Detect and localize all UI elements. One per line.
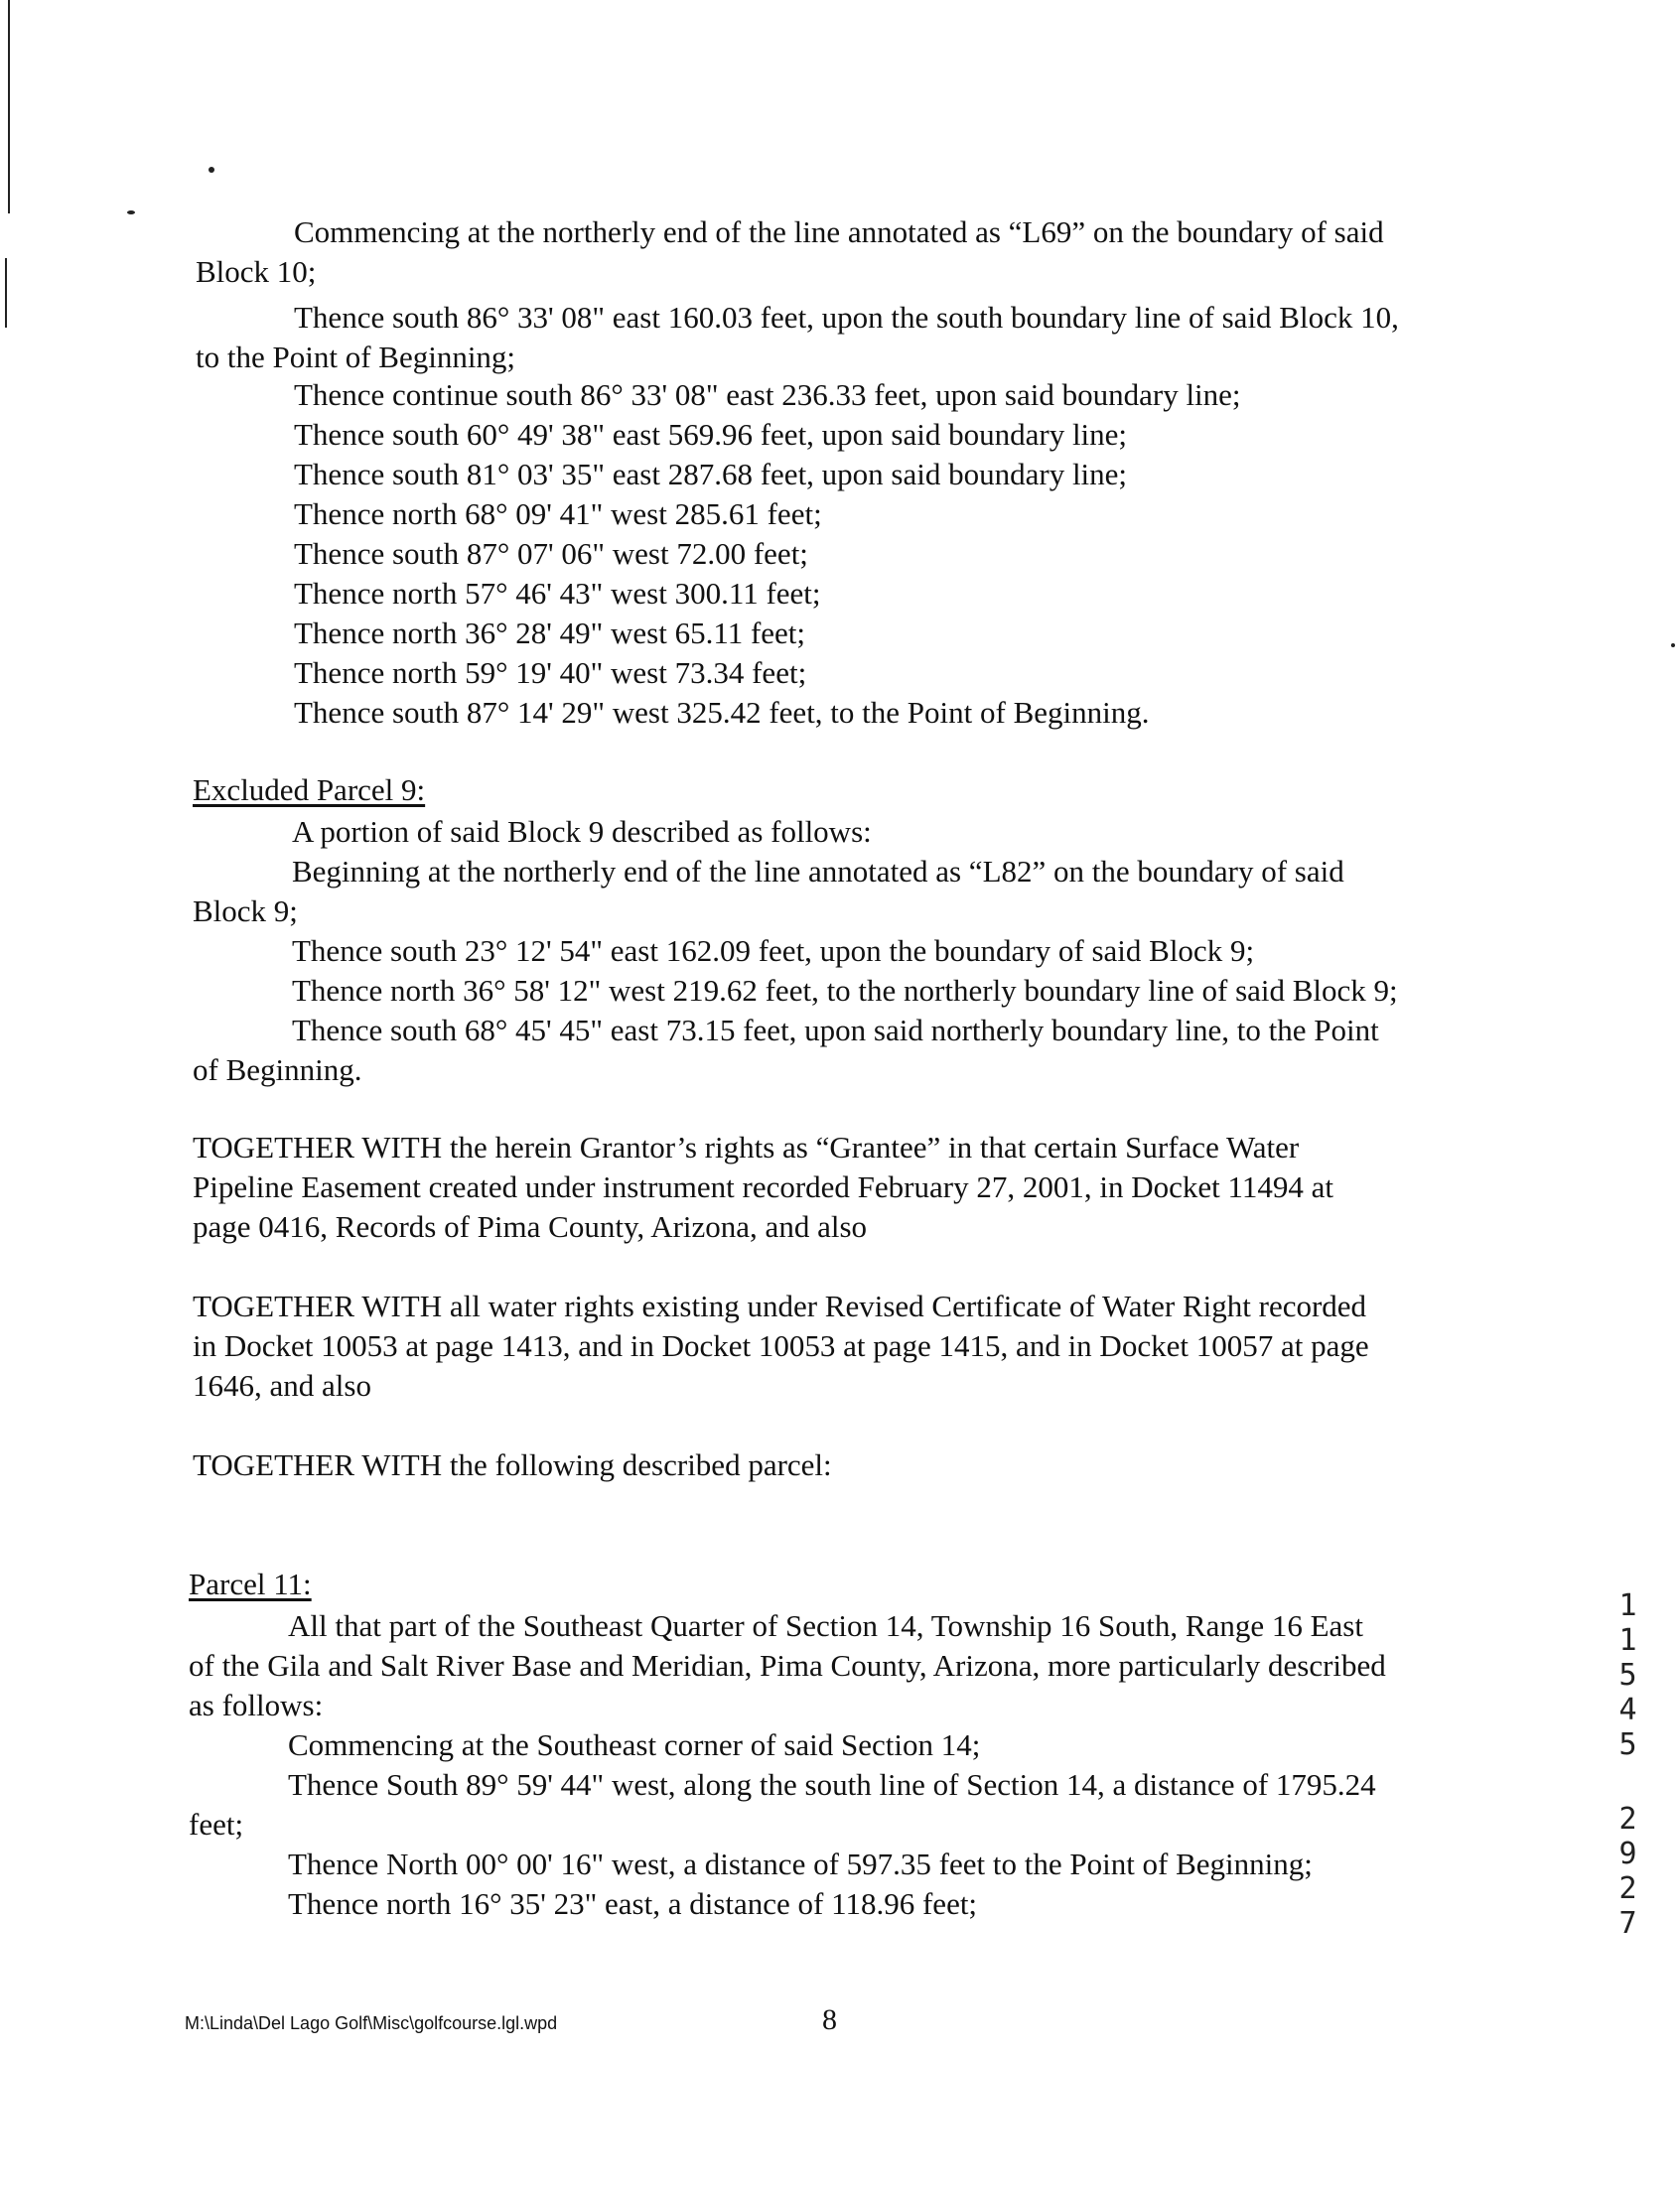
- text-line: Thence north 59° 19' 40" west 73.34 feet;: [294, 655, 807, 690]
- text-line: of the Gila and Salt River Base and Meridian, Pima County, Arizona, more particularly described: [189, 1648, 1386, 1683]
- section-heading: Parcel 11:: [189, 1567, 312, 1601]
- text-line: Pipeline Easement created under instrument recorded February 27, 2001, in Docket 11494 at: [193, 1169, 1333, 1204]
- scan-speck: [127, 210, 135, 214]
- stamp-top-number: 11545: [1610, 1588, 1645, 1762]
- text-line: Thence north 57° 46' 43" west 300.11 feet;: [294, 576, 821, 611]
- text-line: Block 9;: [193, 893, 298, 928]
- text-line: Thence south 87° 14' 29" west 325.42 feet, to the Point of Beginning.: [294, 695, 1150, 730]
- text-line: Thence south 68° 45' 45" east 73.15 feet, upon said northerly boundary line, to the Point: [292, 1013, 1379, 1047]
- text-line: Thence north 16° 35' 23" east, a distance of 118.96 feet;: [288, 1886, 978, 1921]
- text-line: Thence South 89° 59' 44" west, along the south line of Section 14, a distance of 1795.24: [288, 1767, 1376, 1802]
- text-line: Thence south 81° 03' 35" east 287.68 feet, upon said boundary line;: [294, 457, 1128, 491]
- text-line: Beginning at the northerly end of the line annotated as “L82” on the boundary of said: [292, 854, 1344, 889]
- text-line: Block 10;: [196, 254, 317, 289]
- scan-edge-mark: [8, 0, 10, 213]
- text-line: Thence south 23° 12' 54" east 162.09 feet, upon the boundary of said Block 9;: [292, 933, 1255, 968]
- text-line: page 0416, Records of Pima County, Arizona, and also: [193, 1209, 868, 1244]
- recording-stamp: [1610, 1588, 1645, 1941]
- text-line: TOGETHER WITH all water rights existing under Revised Certificate of Water Right recorded: [193, 1289, 1367, 1323]
- text-line: as follows:: [189, 1688, 324, 1722]
- text-line: Thence south 60° 49' 38" east 569.96 feet, upon said boundary line;: [294, 417, 1128, 452]
- scan-edge-mark: [5, 258, 7, 328]
- text-line: Thence south 86° 33' 08" east 160.03 feet, upon the south boundary line of said Block 10,: [294, 300, 1399, 335]
- text-line: TOGETHER WITH the herein Grantor’s rights as “Grantee” in that certain Surface Water: [193, 1130, 1300, 1164]
- text-line: Thence south 87° 07' 06" west 72.00 feet;: [294, 536, 808, 571]
- stamp-bottom-number: 2927: [1610, 1802, 1645, 1941]
- text-line: Thence continue south 86° 33' 08" east 236.33 feet, upon said boundary line;: [294, 377, 1241, 412]
- scan-speck: [209, 167, 214, 173]
- text-line: A portion of said Block 9 described as follows:: [292, 814, 872, 849]
- section-heading: Excluded Parcel 9:: [193, 772, 426, 807]
- text-line: All that part of the Southeast Quarter of Section 14, Township 16 South, Range 16 East: [288, 1608, 1363, 1643]
- text-line: Thence north 36° 58' 12" west 219.62 feet, to the northerly boundary line of said Block 9;: [292, 973, 1398, 1008]
- text-line: Thence North 00° 00' 16" west, a distance of 597.35 feet to the Point of Beginning;: [288, 1847, 1313, 1881]
- text-line: Thence north 36° 28' 49" west 65.11 feet;: [294, 616, 806, 650]
- scan-speck: [1671, 643, 1675, 647]
- text-line: feet;: [189, 1807, 244, 1842]
- text-line: TOGETHER WITH the following described parcel:: [193, 1447, 832, 1482]
- text-line: to the Point of Beginning;: [196, 340, 516, 374]
- text-line: of Beginning.: [193, 1052, 362, 1087]
- page-number: 8: [822, 2003, 837, 2036]
- text-line: Commencing at the northerly end of the line annotated as “L69” on the boundary of said: [294, 214, 1384, 249]
- text-line: Thence north 68° 09' 41" west 285.61 feet;: [294, 496, 822, 531]
- text-line: 1646, and also: [193, 1368, 371, 1403]
- text-line: in Docket 10053 at page 1413, and in Docket 10053 at page 1415, and in Docket 10057 at page: [193, 1328, 1369, 1363]
- text-line: Commencing at the Southeast corner of said Section 14;: [288, 1727, 981, 1762]
- footer-file-path: M:\Linda\Del Lago Golf\Misc\golfcourse.lgl.wpd: [185, 2013, 558, 2033]
